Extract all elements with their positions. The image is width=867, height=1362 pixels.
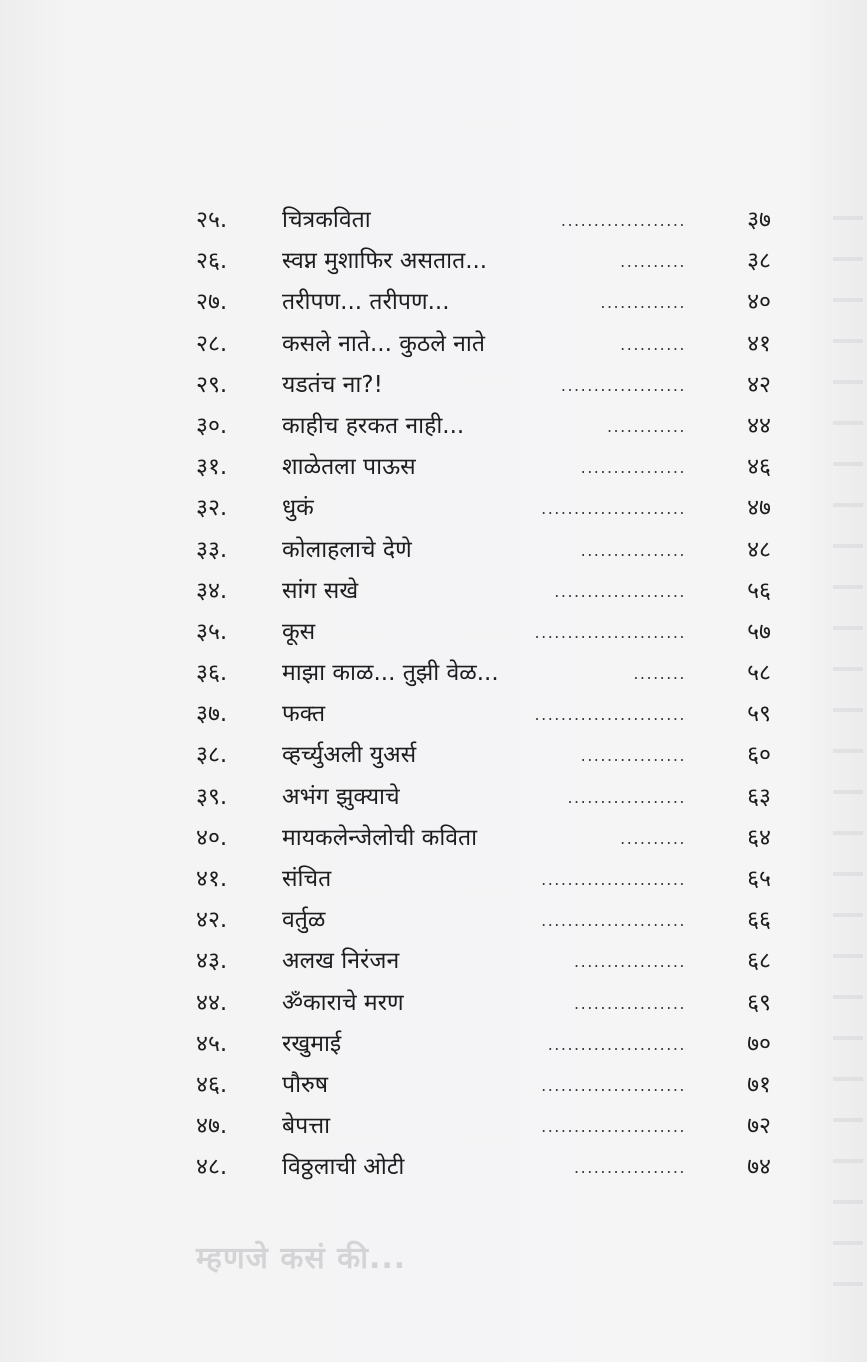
toc-entry (196, 612, 771, 653)
leader-dots: ..................... (547, 1034, 686, 1054)
leader-dots: ................... (560, 375, 686, 395)
leader-dots: .......... (620, 334, 686, 354)
entry-number: ३६. (196, 660, 228, 687)
entry-page: ४८ (747, 536, 771, 563)
toc-entry (196, 859, 771, 900)
entry-number: ४७. (196, 1113, 228, 1140)
toc-entry (196, 694, 771, 735)
entry-number: ३३. (196, 536, 228, 563)
leader-dots: ........ (633, 664, 686, 684)
entry-title: विठ्ठलाची ओटी (282, 1154, 405, 1181)
toc-entry (196, 1147, 771, 1188)
entry-title: व्हर्च्युअली युअर्स (282, 742, 417, 769)
entry-title: स्वप्न मुशाफिर असतात... (282, 248, 488, 275)
leader-dots: .......... (620, 252, 686, 272)
toc-entry (196, 365, 771, 406)
leader-dots: ....................... (534, 622, 686, 642)
leader-dots: ............. (600, 293, 686, 313)
entry-title: चित्रकविता (282, 207, 371, 233)
entry-title: मायकलेन्जेलोची कविता (282, 824, 478, 851)
leader-dots: ...................... (541, 1117, 686, 1137)
entry-page: ३७ (747, 207, 771, 233)
entry-title: माझा काळ... तुझी वेळ... (282, 660, 499, 687)
show-through-ghost-text (833, 190, 863, 1290)
toc-entry (196, 241, 771, 282)
entry-number: २७. (196, 289, 228, 316)
entry-title: ॐकाराचे मरण (282, 989, 404, 1016)
entry-number: ४४. (196, 989, 228, 1016)
entry-page: ४४ (747, 412, 771, 439)
entry-page: ६६ (747, 907, 771, 934)
entry-page: ६५ (747, 866, 771, 892)
leader-dots: ................... (560, 211, 686, 230)
entry-number: ३२. (196, 495, 228, 522)
entry-number: ३४. (196, 577, 228, 604)
leader-dots: ................ (580, 540, 686, 560)
entry-page: ५८ (747, 660, 771, 687)
toc-entry (196, 653, 771, 694)
leader-dots: ...................... (541, 1075, 686, 1095)
leader-dots: ....................... (534, 705, 686, 725)
entry-page: ६९ (747, 989, 771, 1016)
toc-entry (196, 1106, 771, 1147)
entry-number: ४६. (196, 1071, 228, 1098)
entry-title: धुकं (282, 495, 314, 522)
toc-entry (196, 324, 771, 365)
entry-page: ४२ (747, 371, 771, 398)
entry-title: कोलाहलाचे देणे (282, 536, 412, 563)
leader-dots: .................. (567, 787, 686, 807)
entry-page: ४७ (747, 495, 771, 522)
toc-entry (196, 406, 771, 447)
entry-title: कूस (282, 618, 316, 645)
entry-number: ३७. (196, 701, 228, 728)
entry-page: ५७ (747, 618, 771, 645)
entry-title: यडतंच ना?! (282, 371, 383, 398)
entry-page: ५६ (747, 577, 771, 604)
entry-title: कसले नाते... कुठले नाते (282, 330, 485, 357)
entry-title: अलख निरंजन (282, 948, 400, 975)
toc-entry (196, 777, 771, 818)
entry-page: ७१ (747, 1071, 771, 1098)
leader-dots: ............ (606, 416, 686, 436)
entry-number: ४१. (196, 866, 228, 892)
toc-entry (196, 200, 771, 241)
entry-page: ४० (747, 289, 771, 316)
entry-title: बेपत्ता (282, 1113, 331, 1140)
entry-page: ७४ (747, 1154, 771, 1181)
entry-title: रखुमाई (282, 1030, 342, 1057)
entry-title: संचित (282, 866, 332, 892)
toc-entry (196, 1065, 771, 1106)
entry-title: वर्तुळ (282, 907, 326, 934)
entry-page: ६८ (747, 948, 771, 975)
entry-page: ४६ (747, 454, 771, 481)
entry-title: शाळेतला पाऊस (282, 454, 416, 481)
table-of-contents (196, 200, 771, 1189)
entry-title: फक्त (282, 701, 326, 728)
entry-title: अभंग झुक्याचे (282, 783, 400, 810)
entry-title: काहीच हरकत नाही... (282, 412, 465, 439)
entry-number: ३०. (196, 412, 228, 439)
entry-title: सांग सखे (282, 577, 359, 604)
entry-number: ३९. (196, 783, 228, 810)
entry-number: २८. (196, 330, 228, 357)
toc-entry (196, 900, 771, 941)
entry-page: ६३ (747, 783, 771, 810)
leader-dots: .................... (554, 581, 686, 601)
entry-title: पौरुष (282, 1071, 329, 1098)
leader-dots: .......... (620, 828, 686, 848)
leader-dots: ...................... (541, 870, 686, 889)
entry-number: ४३. (196, 948, 228, 975)
entry-number: ४८. (196, 1154, 228, 1181)
toc-entry (196, 818, 771, 859)
toc-entry (196, 530, 771, 571)
leader-dots: ................. (574, 1158, 686, 1178)
leader-dots: ...................... (541, 499, 686, 519)
entry-number: ३८. (196, 742, 228, 769)
entry-number: २६. (196, 248, 228, 275)
toc-entry (196, 1024, 771, 1065)
entry-page: ७० (747, 1030, 771, 1057)
entry-title: तरीपण... तरीपण... (282, 289, 450, 316)
running-footer-title: म्हणजे कसं की... (196, 1241, 407, 1276)
leader-dots: ................ (580, 746, 686, 766)
toc-entry (196, 983, 771, 1024)
entry-page: ४१ (747, 330, 771, 357)
entry-page: ३८ (747, 248, 771, 275)
toc-entry (196, 735, 771, 776)
toc-entry (196, 941, 771, 982)
toc-entry (196, 488, 771, 529)
entry-page: ७२ (747, 1113, 771, 1140)
toc-entry (196, 282, 771, 323)
leader-dots: ...................... (541, 911, 686, 931)
entry-page: ५९ (747, 701, 771, 728)
entry-number: ४५. (196, 1030, 228, 1057)
entry-number: ४२. (196, 907, 228, 934)
entry-page: ६० (747, 742, 771, 769)
leader-dots: ................ (580, 458, 686, 478)
toc-entry (196, 447, 771, 488)
entry-number: ३१. (196, 454, 228, 481)
entry-page: ६४ (747, 824, 771, 851)
entry-number: ३५. (196, 618, 228, 645)
entry-number: २५. (196, 207, 228, 233)
entry-number: २९. (196, 371, 228, 398)
leader-dots: ................. (574, 952, 686, 972)
entry-number: ४०. (196, 824, 228, 851)
toc-entry (196, 571, 771, 612)
leader-dots: ................. (574, 993, 686, 1013)
